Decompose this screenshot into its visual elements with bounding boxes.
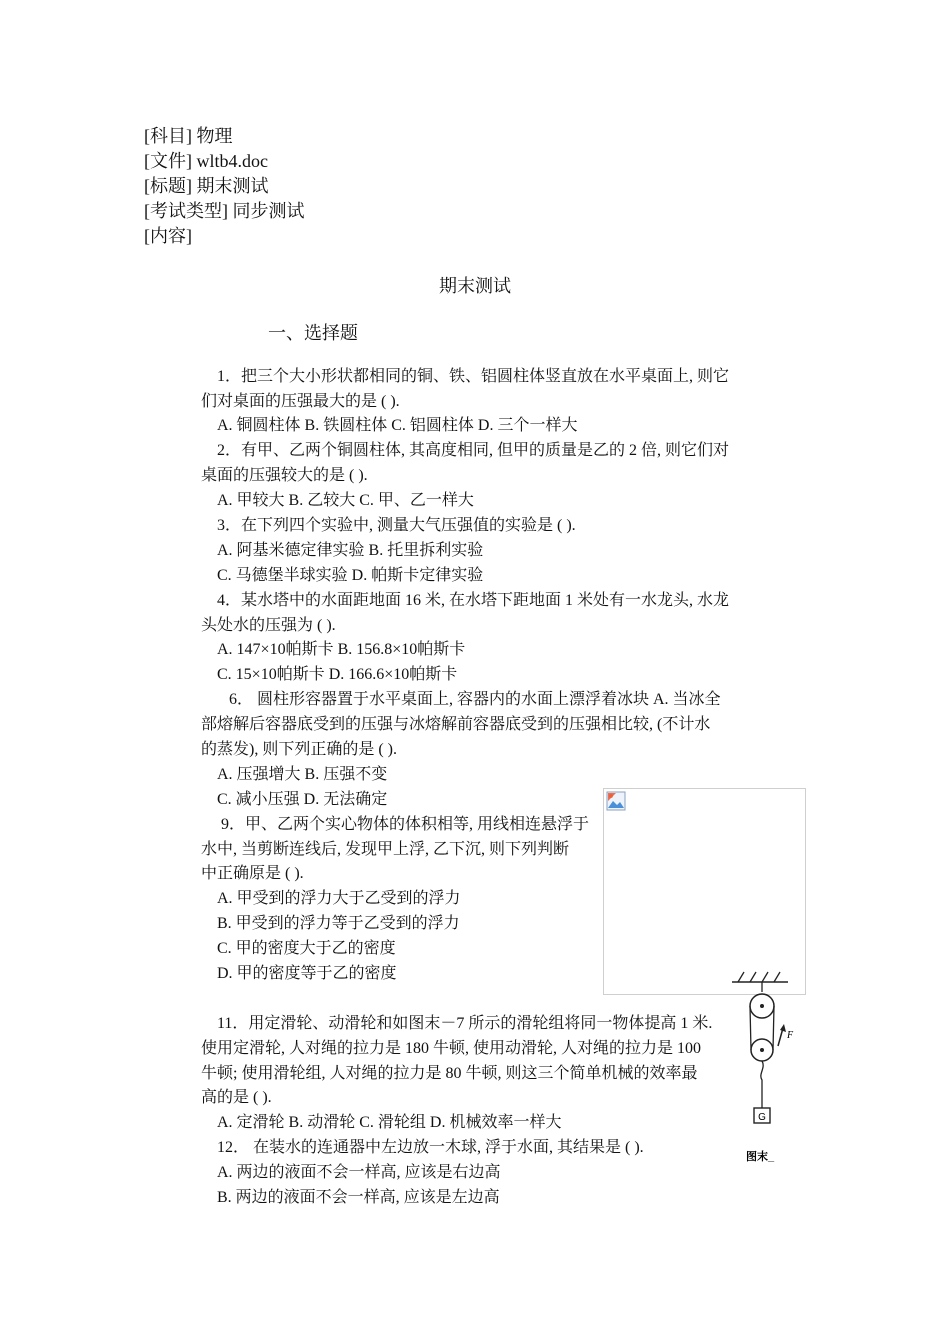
q2-line2: 桌面的压强较大的是 ( ). <box>201 467 368 484</box>
force-arrow-head <box>780 1024 786 1032</box>
q11-line2: 使用定滑轮, 人对绳的拉力是 180 牛顿, 使用动滑轮, 人对绳的拉力是 100 <box>201 1040 702 1057</box>
weight-label: G <box>758 1112 766 1123</box>
meta-heading: [标题] 期末测试 <box>144 176 269 196</box>
movable-pulley-axle <box>760 1048 764 1052</box>
q4-unit: 帕斯卡 <box>417 641 466 658</box>
q9-line3: 中正确原是 ( ). <box>201 865 304 882</box>
q3-options-ab: A. 阿基米德定律实验 B. 托里拆利实验 <box>217 542 484 559</box>
meta-exam-type: [考试类型] 同步测试 <box>144 201 305 221</box>
figure-caption: 图末_ <box>746 1151 775 1163</box>
page-title: 期末测试 <box>439 276 511 296</box>
q6-line2: 部熔解后容器底受到的压强与冰熔解前容器底受到的压强相比较, (不计水 <box>201 716 711 733</box>
q2-options: A. 甲较大 B. 乙较大 C. 甲、乙一样大 <box>217 492 474 509</box>
q4-option-c: C. 15×10 <box>217 666 277 683</box>
section-heading: 一、选择题 <box>268 323 358 343</box>
document-meta <box>144 124 305 249</box>
q6-line3: 的蒸发), 则下列正确的是 ( ). <box>201 741 397 758</box>
fixed-pulley-axle <box>760 1004 764 1008</box>
q4-line2: 头处水的压强为 ( ). <box>201 617 336 634</box>
q4-options-cd <box>217 665 457 685</box>
q9-line1: 9．甲、乙两个实心物体的体积相等, 用线相连悬浮于 <box>221 816 590 833</box>
q3-options-cd: C. 马德堡半球实验 D. 帕斯卡定律实验 <box>217 567 484 584</box>
q4-option-b: 帕斯卡 B. 156.8×10 <box>285 641 418 658</box>
force-label: F <box>787 1030 794 1041</box>
q4-line1: 4．某水塔中的水面距地面 16 米, 在水塔下距地面 1 米处有一水龙头, 水龙 <box>217 592 730 609</box>
q2-line1: 2．有甲、乙两个铜圆柱体, 其高度相同, 但甲的质量是乙的 2 倍, 则它们对 <box>217 442 730 459</box>
q11-line3: 牛顿; 使用滑轮组, 人对绳的拉力是 80 牛顿, 则这三个简单机械的效率最 <box>201 1065 698 1082</box>
q11-line1: 11．用定滑轮、动滑轮和如图末－7 所示的滑轮组将同一物体提高 1 米. <box>217 1015 713 1032</box>
ceiling-mount <box>732 972 788 992</box>
q1-line1: 1．把三个大小形状都相同的铜、铁、铝圆柱体竖直放在水平桌面上, 则它 <box>217 368 730 385</box>
q12-option-b: B. 两边的液面不会一样高, 应该是左边高 <box>217 1189 500 1206</box>
q12-option-a: A. 两边的液面不会一样高, 应该是右边高 <box>217 1164 501 1181</box>
q4-option-a: A. 147×10 <box>217 641 286 658</box>
q11-line4: 高的是 ( ). <box>201 1089 272 1106</box>
pulley-figure <box>728 968 818 1168</box>
q9-option-b: B. 甲受到的浮力等于乙受到的浮力 <box>217 915 460 932</box>
q9-option-d: D. 甲的密度等于乙的密度 <box>217 965 397 982</box>
q9-option-a: A. 甲受到的浮力大于乙受到的浮力 <box>217 890 461 907</box>
q6-options-ab: A. 压强增大 B. 压强不变 <box>217 766 388 783</box>
q4-option-d: 帕斯卡 D. 166.6×10 <box>276 666 410 683</box>
q3-line1: 3．在下列四个实验中, 测量大气压强值的实验是 ( ). <box>217 517 576 534</box>
meta-file: [文件] wltb4.doc <box>144 151 268 171</box>
q4-unit: 帕斯卡 <box>409 666 458 683</box>
meta-subject: [科目] 物理 <box>144 126 233 146</box>
q6-line1: 6． 圆柱形容器置于水平桌面上, 容器内的水面上漂浮着冰块 A. 当冰全 <box>229 691 721 708</box>
q9-option-c: C. 甲的密度大于乙的密度 <box>217 940 396 957</box>
broken-image-placeholder <box>603 788 806 995</box>
broken-image-icon <box>606 791 626 811</box>
q6-options-cd: C. 减小压强 D. 无法确定 <box>217 791 388 808</box>
q4-options-ab <box>217 640 465 660</box>
q11-options: A. 定滑轮 B. 动滑轮 C. 滑轮组 D. 机械效率一样大 <box>217 1114 562 1131</box>
q9-line2: 水中, 当剪断连线后, 发现甲上浮, 乙下沉, 则下列判断 <box>201 841 570 858</box>
q1-options: A. 铜圆柱体 B. 铁圆柱体 C. 铝圆柱体 D. 三个一样大 <box>217 417 578 434</box>
q12-line1: 12． 在装水的连通器中左边放一木球, 浮于水面, 其结果是 ( ). <box>217 1139 644 1156</box>
q1-line2: 们对桌面的压强最大的是 ( ). <box>201 393 400 410</box>
meta-content: [内容] <box>144 226 192 246</box>
